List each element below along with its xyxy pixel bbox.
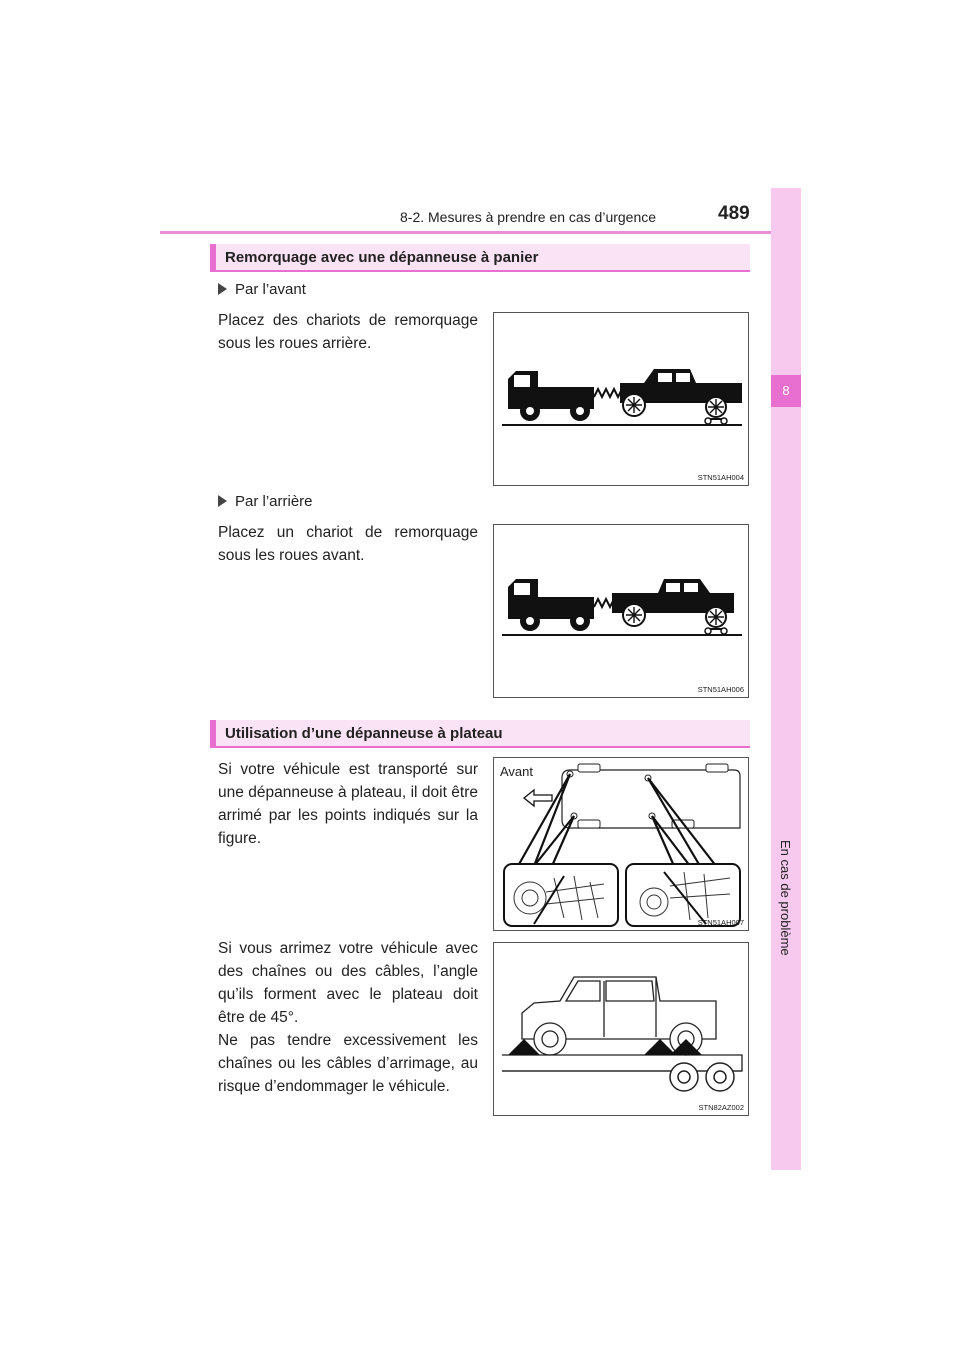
figure-tie-down-points: [493, 757, 749, 931]
bullet-text: Par l’avant: [235, 281, 306, 298]
bullet-text: Par l’arrière: [235, 493, 313, 510]
front-direction-label: Avant: [500, 764, 534, 779]
triangle-bullet-icon: [218, 495, 227, 507]
flatbed-illustration: [494, 943, 748, 1115]
section-header-flatbed: [210, 720, 750, 748]
chapter-title: 8-2. Mesures à prendre en cas d’urgence: [400, 209, 657, 225]
figure-code: STN51AH004: [697, 473, 744, 482]
paragraph-from-rear: Placez un chariot de remorquage sous les roues avant.: [218, 524, 478, 564]
triangle-bullet-icon: [218, 283, 227, 295]
chapter-side-label-text: En cas de problème: [778, 840, 793, 956]
tow-front-illustration: [494, 313, 748, 485]
paragraph-from-front: Placez des chariots de remorquage sous les roues arrière.: [218, 312, 478, 352]
section-title: Utilisation d’une dépanneuse à plateau: [225, 725, 503, 742]
section-header-basket-tow: [210, 244, 750, 272]
header-rule: [160, 231, 800, 234]
chapter-number-tab: 8: [771, 375, 801, 407]
paragraph-angle-45: Si vous arrimez votre véhicule avec des chaînes ou des câbles, l’angle qu’ils forment avec le plateau doit être de 45°.: [218, 940, 478, 1026]
figure-code: STN51AH006: [697, 685, 744, 694]
chapter-side-band: [771, 188, 801, 1170]
chapter-side-label: [778, 840, 798, 1010]
figure-flatbed-45-degrees: [493, 942, 749, 1116]
tow-rear-illustration: [494, 525, 748, 697]
figure-tow-from-rear: [493, 524, 749, 698]
figure-code: STN51AH007: [697, 918, 744, 927]
section-title: Remorquage avec une dépanneuse à panier: [225, 249, 539, 266]
page-number: 489: [718, 203, 750, 224]
bullet-from-front: [218, 281, 306, 298]
paragraph-do-not-overtighten: Ne pas tendre excessivement les chaînes ou les câbles d’arrimage, au risque d’endommager le véhicule.: [218, 1032, 478, 1095]
tie-down-illustration: [494, 758, 748, 930]
paragraph-flatbed-tie-points: Si votre véhicule est transporté sur une dépanneuse à plateau, il doit être arrimé par les points indiqués sur la figure.: [218, 761, 478, 847]
figure-tow-from-front: [493, 312, 749, 486]
figure-code: STN82AZ002: [698, 1103, 744, 1112]
bullet-from-rear: [218, 493, 313, 510]
